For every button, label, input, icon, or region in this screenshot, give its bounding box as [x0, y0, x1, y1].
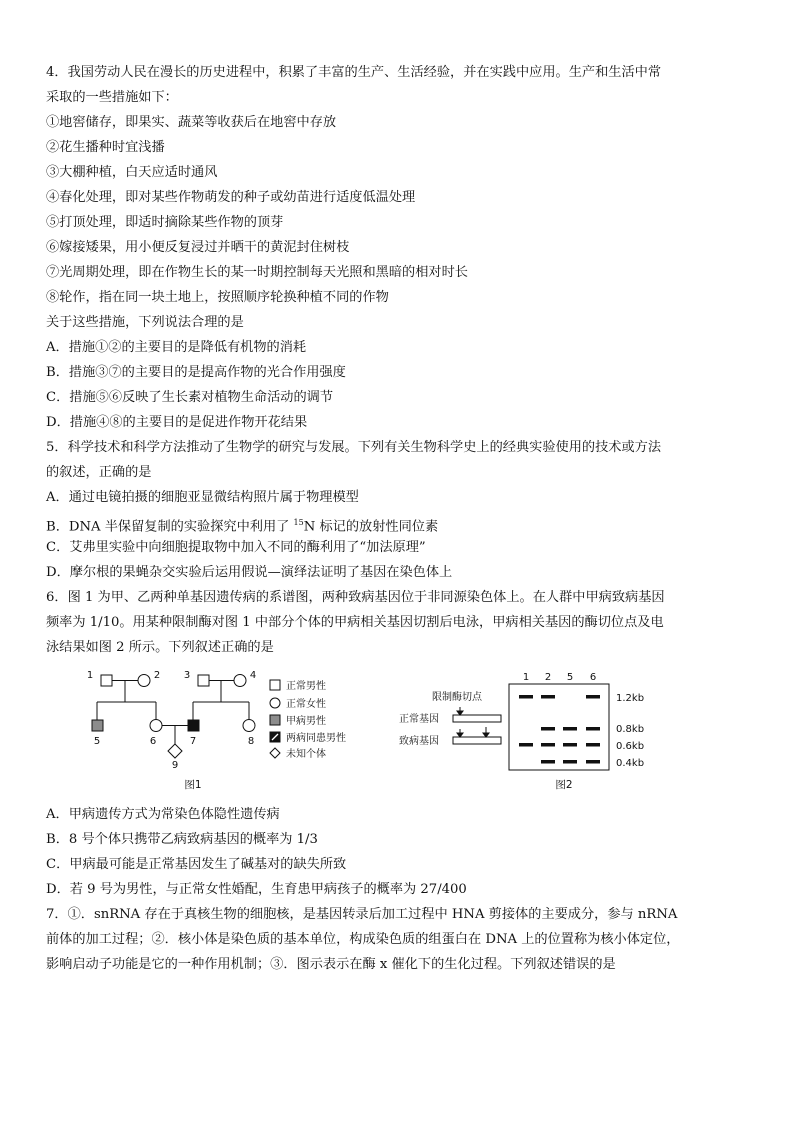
band-lane1-0-6kb	[519, 743, 533, 747]
figure1-caption: 图1	[184, 779, 202, 791]
q5-option-b	[46, 514, 438, 536]
individual-4-normal-female	[234, 675, 246, 687]
label-9: 9	[171, 760, 179, 771]
band-lane5-0-4kb	[563, 760, 577, 764]
q5-stem-line1: 5．科学技术和科学方法推动了生物学的研究与发展。下列有关生物科学史上的经典实验使用的技术或方法	[46, 440, 662, 455]
q6-option-b: B．8 号个体只携带乙病致病基因的概率为 1/3	[46, 832, 318, 847]
band-lane6-1-2kb	[586, 695, 600, 699]
individual-9-unknown	[168, 744, 182, 758]
q4-item-5: ⑤打顶处理，即适时摘除某些作物的顶芽	[46, 215, 284, 230]
restriction-site-title: 限制酶切点	[432, 692, 482, 703]
legend-both-diseases-male-label: 两病同患男性	[286, 733, 346, 744]
lane-label-2: 2	[544, 672, 552, 683]
size-marker-1-2kb: 1.2kb	[616, 693, 645, 704]
q4-option-c: C．措施⑤⑥反映了生长素对植物生命活动的调节	[46, 390, 334, 405]
individual-5-disease-a-male	[92, 720, 103, 731]
label-3: 3	[183, 670, 191, 681]
q5-stem-line2: 的叙述，正确的是	[46, 465, 152, 480]
q4-question: 关于这些措施，下列说法合理的是	[46, 315, 244, 330]
band-lane1-1-2kb	[519, 695, 533, 699]
individual-3-normal-male	[198, 675, 209, 686]
figure2-caption: 图2	[555, 779, 573, 791]
legend-normal-male-icon	[270, 680, 280, 690]
isotope-superscript: 15	[293, 518, 304, 527]
label-1: 1	[86, 670, 94, 681]
disease-gene-label: 致病基因	[399, 736, 439, 747]
electrophoresis-figure	[394, 666, 666, 794]
label-6: 6	[149, 736, 157, 747]
q6-stem-line1: 6．图 1 为甲、乙两种单基因遗传病的系谱图，两种致病基因位于非同源染色体上。在人群中甲病致病基因	[46, 590, 665, 605]
legend-normal-female-label: 正常女性	[286, 699, 326, 710]
label-7: 7	[189, 736, 197, 747]
q5-option-b-text: B．DNA 半保留复制的实验探究中利用了	[46, 519, 294, 535]
pedigree-figure	[84, 666, 380, 794]
label-5: 5	[93, 736, 101, 747]
band-lane6-0-8kb	[586, 727, 600, 731]
label-8: 8	[247, 736, 255, 747]
q4-item-8: ⑧轮作，指在同一块土地上，按照顺序轮换种植不同的作物	[46, 290, 389, 305]
band-lane5-0-8kb	[563, 727, 577, 731]
q4-item-3: ③大棚种植，白天应适时通风	[46, 165, 218, 180]
individual-8-normal-female	[243, 720, 255, 732]
q6-option-a: A．甲病遗传方式为常染色体隐性遗传病	[46, 807, 280, 822]
band-lane2-0-8kb	[541, 727, 555, 731]
q6-option-c: C．甲病最可能是正常基因发生了碱基对的缺失所致	[46, 857, 347, 872]
q4-option-d: D．措施④⑧的主要目的是促进作物开花结果	[46, 415, 308, 430]
q4-stem-line2: 采取的一些措施如下：	[46, 90, 178, 105]
band-lane2-0-6kb	[541, 743, 555, 747]
size-marker-0-8kb: 0.8kb	[616, 724, 645, 735]
legend-normal-male-label: 正常男性	[286, 681, 326, 692]
q5-option-c: C．艾弗里实验中向细胞提取物中加入不同的酶利用了“加法原理”	[46, 540, 426, 555]
individual-1-normal-male	[101, 675, 112, 686]
lane-label-1: 1	[522, 672, 530, 683]
size-marker-0-6kb: 0.6kb	[616, 741, 645, 752]
q7-line3: 影响启动子功能是它的一种作用机制；③．图示表示在酶 x 催化下的生化过程。下列叙述错误的是	[46, 957, 616, 972]
band-lane5-0-6kb	[563, 743, 577, 747]
legend-disease-a-male-label: 甲病男性	[286, 716, 326, 727]
lane-label-5: 5	[566, 672, 574, 683]
q6-stem-line3: 泳结果如图 2 所示。下列叙述正确的是	[46, 640, 274, 655]
normal-gene-label: 正常基因	[399, 714, 439, 725]
q5-option-b-tail: N 标记的放射性同位素	[303, 519, 439, 535]
q4-option-b: B．措施③⑦的主要目的是提高作物的光合作用强度	[46, 365, 346, 380]
legend-normal-female-icon	[270, 698, 280, 708]
legend-unknown-icon	[270, 748, 280, 758]
q4-item-4: ④春化处理，即对某些作物萌发的种子或幼苗进行适度低温处理	[46, 190, 416, 205]
individual-7-both-diseases-male	[188, 720, 199, 731]
q6-stem-line2: 频率为 1/10。用某种限制酶对图 1 中部分个体的甲病相关基因切割后电泳，甲病相关基因的酶切位点及电	[46, 615, 664, 630]
individual-6-normal-female	[150, 720, 162, 732]
label-2: 2	[153, 670, 161, 681]
q4-item-7: ⑦光周期处理，即在作物生长的某一时期控制每天光照和黑暗的相对时长	[46, 265, 468, 280]
band-lane2-0-4kb	[541, 760, 555, 764]
legend-disease-a-male-icon	[270, 715, 280, 725]
individual-2-normal-female	[138, 675, 150, 687]
band-lane2-1-2kb	[541, 695, 555, 699]
disease-gene-bar	[453, 737, 501, 744]
q5-option-d: D．摩尔根的果蝇杂交实验后运用假说—演绎法证明了基因在染色体上	[46, 565, 453, 580]
size-marker-0-4kb: 0.4kb	[616, 758, 645, 769]
band-lane6-0-6kb	[586, 743, 600, 747]
label-4: 4	[249, 670, 257, 681]
q4-item-1: ①地窖储存，即果实、蔬菜等收获后在地窖中存放	[46, 115, 337, 130]
q4-item-2: ②花生播种时宜浅播	[46, 140, 165, 155]
q4-stem-line1: 4．我国劳动人民在漫长的历史进程中，积累了丰富的生产、生活经验，并在实践中应用。生产和生活中常	[46, 65, 662, 80]
lane-label-6: 6	[589, 672, 597, 683]
legend-unknown-label: 未知个体	[286, 749, 326, 760]
band-lane6-0-4kb	[586, 760, 600, 764]
q5-option-a: A．通过电镜拍摄的细胞亚显微结构照片属于物理模型	[46, 490, 359, 505]
q7-line1: 7．①．snRNA 存在于真核生物的细胞核，是基因转录后加工过程中 HNA 剪接体的主要成分，参与 nRNA	[46, 907, 678, 922]
q4-option-a: A．措施①②的主要目的是降低有机物的消耗	[46, 340, 307, 355]
q7-line2: 前体的加工过程；②．核小体是染色质的基本单位，构成染色质的组蛋白在 DNA 上的位置称为核小体定位，	[46, 932, 680, 947]
q6-option-d: D．若 9 号为男性，与正常女性婚配，生育患甲病孩子的概率为 27/400	[46, 882, 467, 897]
q4-item-6: ⑥嫁接矮果，用小便反复浸过并晒干的黄泥封住树枝	[46, 240, 350, 255]
normal-gene-bar	[453, 715, 501, 722]
